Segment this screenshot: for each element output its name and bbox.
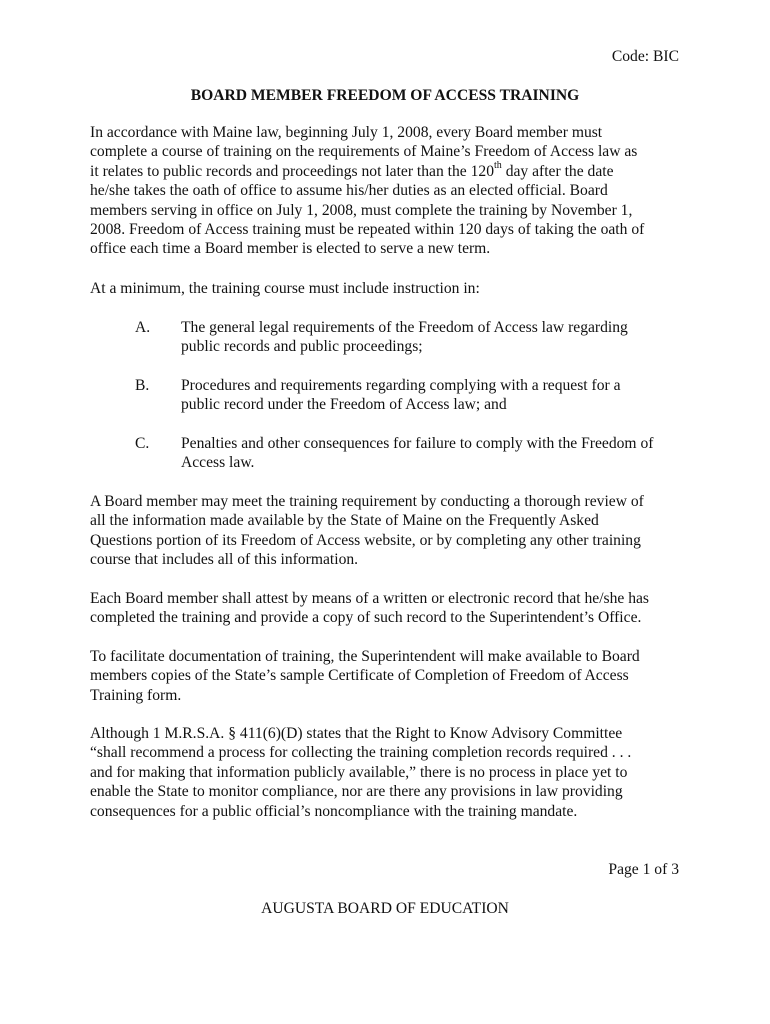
list-text: Penalties and other consequences for failure to comply with the Freedom of Access law. [181,435,654,472]
facilitate-paragraph: To facilitate documentation of training, the Superintendent will make available to Board members copies of the State’s sample Certificate of Completion of Freedom of Access Training form. [90,648,640,704]
list-text: The general legal requirements of the Freedom of Access law regarding public records and public proceedings; [181,319,628,356]
intro-line: In accordance with Maine law, beginning July 1, 2008, every Board member must [90,124,603,141]
although-paragraph: Although 1 M.R.S.A. § 411(6)(D) states that the Right to Know Advisory Committee “shall recommend a process for collecting the training completion records required . . . and for making that information publicly available,” there is no process in place yet to enable the State to monitor compliance, nor are there any provisions in law providing consequences for a public official’s noncompliance with the training mandate. [90,725,632,820]
list-text: Procedures and requirements regarding complying with a request for a public record under the Freedom of Access law; and [181,377,621,414]
page-number: Page 1 of 3 [608,861,679,878]
footer-organization: AUGUSTA BOARD OF EDUCATION [261,900,509,917]
intro-paragraph [90,123,682,259]
intro-line: office each time a Board member is elected to serve a new term. [90,240,491,258]
ordinal-suffix: th [494,159,502,171]
requirements-list [90,318,682,478]
intro-line: he/she takes the oath of office to assume his/her duties as an elected official. Board [90,182,608,200]
intro-line: complete a course of training on the requirements of Maine’s Freedom of Access law as [90,143,638,161]
list-letter: A. [135,319,151,336]
list-letter: B. [135,377,150,394]
minimum-paragraph [90,279,682,298]
intro-line: it relates to public records and proceedings not later than the 120th day after the date [90,159,614,180]
minimum-line: At a minimum, the training course must include instruction in: [90,280,480,297]
list-letter: C. [135,435,150,452]
review-paragraph: A Board member may meet the training requirement by conducting a thorough review of all the information made available by the State of Maine on the Frequently Asked Questions portion of its Freedom of Access website, or by completing any other training course that includes all of this information. [90,493,644,569]
policy-code: Code: BIC [611,48,679,65]
intro-line: members serving in office on July 1, 2008, must complete the training by November 1, [90,201,633,219]
document-title: BOARD MEMBER FREEDOM OF ACCESS TRAINING [190,87,580,104]
intro-line: 2008. Freedom of Access training must be repeated within 120 days of taking the oath of [90,221,645,239]
attest-paragraph: Each Board member shall attest by means of a written or electronic record that he/she has completed the training and provide a copy of such record to the Superintendent’s Office. [90,590,649,627]
